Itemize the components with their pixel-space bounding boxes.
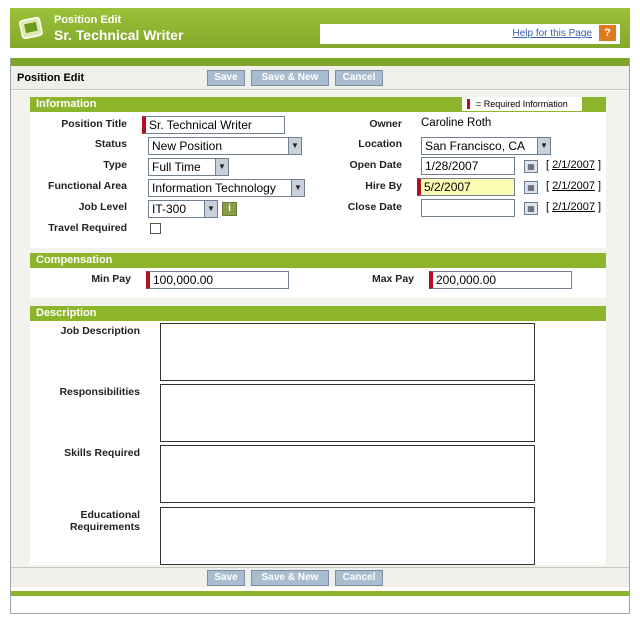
- owner-label: Owner: [369, 118, 402, 130]
- close-date-label: Close Date: [347, 201, 402, 213]
- chevron-down-icon: ▼: [291, 180, 304, 196]
- chevron-down-icon: ▼: [204, 201, 217, 217]
- position-title-label: Position Title: [61, 118, 127, 130]
- skills-required-textarea[interactable]: [160, 445, 535, 503]
- edit-toolbar-bottom: [11, 567, 629, 587]
- page-title: Sr. Technical Writer: [54, 27, 184, 43]
- save-new-button[interactable]: Save & New: [251, 70, 329, 86]
- min-pay-input[interactable]: 100,000.00: [146, 271, 289, 289]
- type-label: Type: [103, 159, 127, 171]
- chevron-down-icon: ▼: [288, 138, 301, 154]
- cancel-button[interactable]: Cancel: [335, 70, 383, 86]
- required-legend: [462, 97, 582, 111]
- open-date-today-text[interactable]: 2/1/2007: [552, 159, 595, 171]
- position-title-input[interactable]: Sr. Technical Writer: [142, 116, 285, 134]
- open-date-label: Open Date: [349, 159, 402, 171]
- chevron-down-icon: ▼: [537, 138, 550, 154]
- location-label: Location: [358, 138, 402, 150]
- travel-required-label: Travel Required: [48, 222, 127, 234]
- edit-section-title: Position Edit: [17, 72, 85, 84]
- save-button[interactable]: Save: [207, 70, 245, 86]
- close-date-today-text[interactable]: 2/1/2007: [552, 201, 595, 213]
- position-app-icon: [18, 14, 46, 42]
- hire-by-label: Hire By: [365, 180, 402, 192]
- help-area: [320, 24, 620, 44]
- save-button[interactable]: Save: [207, 570, 245, 586]
- job-level-label: Job Level: [78, 201, 127, 213]
- help-link[interactable]: Help for this Page: [512, 28, 592, 39]
- open-date-today-link[interactable]: [ 2/1/2007 ]: [546, 159, 602, 171]
- compensation-section-header: [30, 253, 606, 268]
- max-pay-input[interactable]: 200,000.00: [429, 271, 572, 289]
- type-select[interactable]: [148, 158, 229, 176]
- travel-required-checkbox[interactable]: [150, 223, 161, 234]
- responsibilities-textarea[interactable]: [160, 384, 535, 442]
- functional-area-label: Functional Area: [48, 180, 127, 192]
- calendar-icon[interactable]: ▦: [524, 202, 538, 215]
- required-legend-text: = Required Information: [476, 99, 568, 109]
- page-header: [10, 8, 630, 48]
- calendar-icon[interactable]: ▦: [524, 160, 538, 173]
- hire-by-today-link[interactable]: [ 2/1/2007 ]: [546, 180, 602, 192]
- close-date-today-link[interactable]: [ 2/1/2007 ]: [546, 201, 602, 213]
- status-label: Status: [94, 138, 127, 150]
- owner-value: Caroline Roth: [421, 117, 492, 129]
- job-level-select-value: IT-300: [152, 202, 187, 216]
- save-new-button[interactable]: Save & New: [251, 570, 329, 586]
- description-section-header: [30, 306, 606, 321]
- required-mark: [467, 99, 470, 109]
- location-select-value: San Francisco, CA: [425, 139, 526, 153]
- information-section-label: Information: [36, 98, 97, 110]
- help-question-icon[interactable]: ?: [599, 25, 616, 41]
- calendar-icon[interactable]: ▦: [524, 181, 538, 194]
- functional-area-select[interactable]: [148, 179, 305, 197]
- compensation-section-label: Compensation: [36, 254, 113, 266]
- status-select[interactable]: [148, 137, 302, 155]
- educational-label-line2: Requirements: [69, 521, 140, 533]
- location-select[interactable]: [421, 137, 551, 155]
- educational-requirements-textarea[interactable]: [160, 507, 535, 565]
- close-date-input[interactable]: [421, 199, 515, 217]
- max-pay-label: Max Pay: [371, 273, 414, 285]
- job-description-label: Job Description: [60, 325, 140, 337]
- edit-toolbar-top: [11, 66, 629, 90]
- job-description-textarea[interactable]: [160, 323, 535, 381]
- chevron-down-icon: ▼: [215, 159, 228, 175]
- job-level-select[interactable]: [148, 200, 218, 218]
- educational-requirements-label: [20, 509, 140, 533]
- status-select-value: New Position: [152, 139, 223, 153]
- hire-by-today-text[interactable]: 2/1/2007: [552, 180, 595, 192]
- page-subtitle: Position Edit: [54, 14, 122, 26]
- skills-required-label: Skills Required: [64, 447, 140, 459]
- responsibilities-label: Responsibilities: [59, 386, 140, 398]
- type-select-value: Full Time: [152, 160, 201, 174]
- functional-area-select-value: Information Technology: [152, 181, 276, 195]
- cancel-button[interactable]: Cancel: [335, 570, 383, 586]
- info-icon[interactable]: i: [222, 202, 237, 216]
- educational-label-line1: Educational: [80, 509, 140, 521]
- description-section-label: Description: [36, 307, 97, 319]
- min-pay-label: Min Pay: [91, 273, 131, 285]
- frame-bottom-stripe: [11, 591, 629, 596]
- open-date-input[interactable]: 1/28/2007: [421, 157, 515, 175]
- hire-by-input[interactable]: 5/2/2007: [417, 178, 515, 196]
